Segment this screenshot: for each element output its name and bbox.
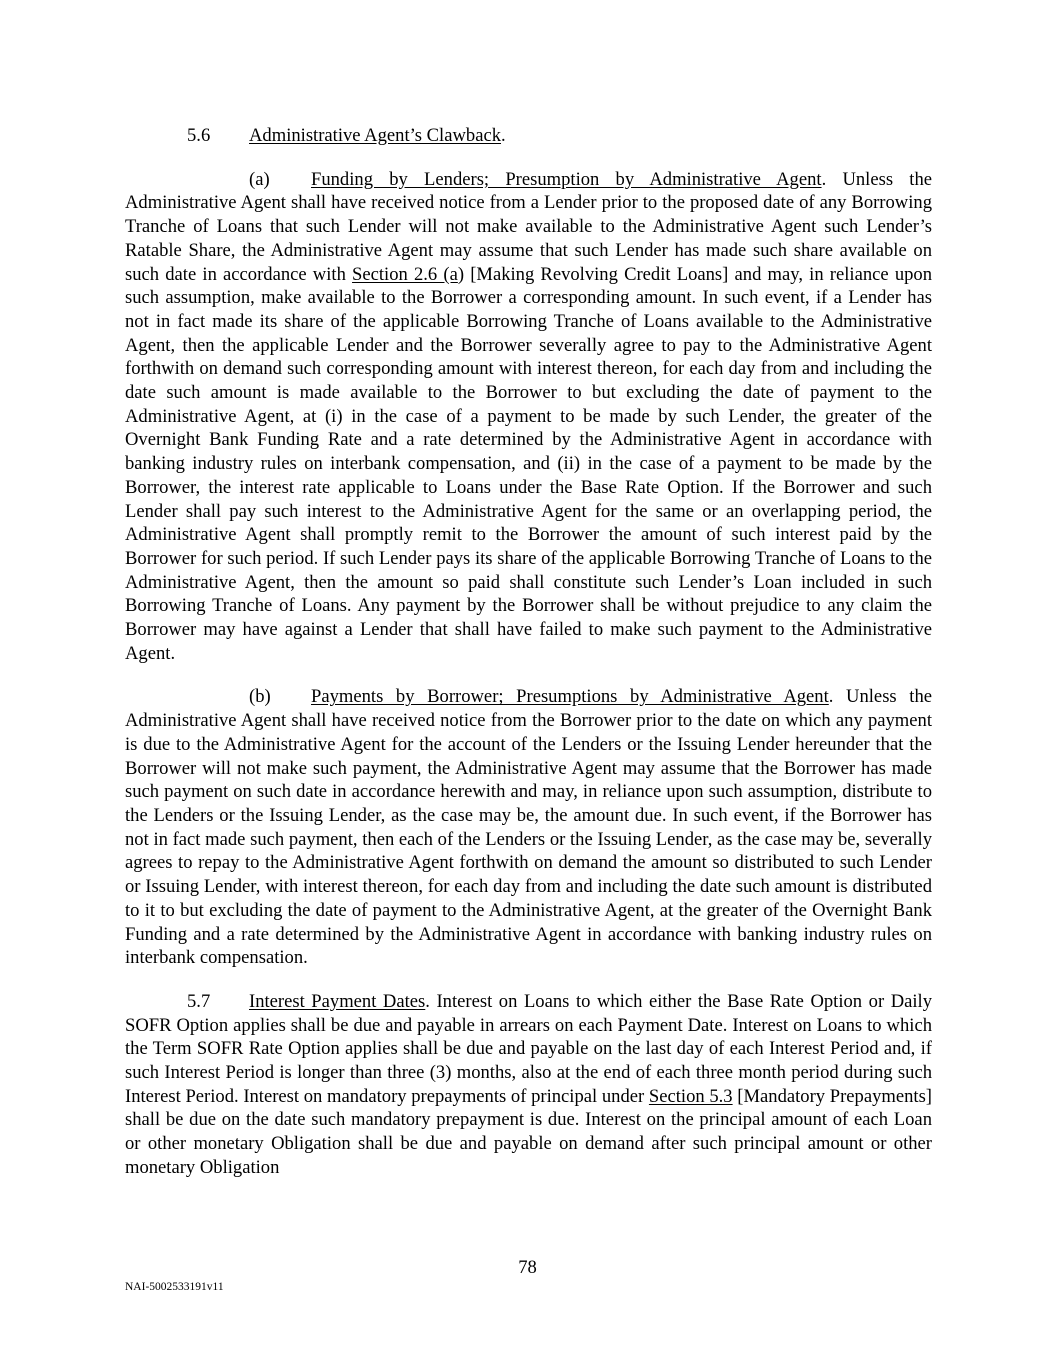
paragraph-text: ) [Making Revolving Credit Loans] and may, in reliance upon such assumption, make available to the Borrower a corresponding amount. In such event, if a Lender has not in fact made its share of the applicable Borrowing Tranche of Loans available to the Administrative Agent, then the applicable Lender and the Borrower severally agree to pay to the Administrative Agent forthwith on demand such corresponding amount with interest thereon, for each day from and including the date such amount is made available to the Borrower to but excluding the date of payment to the Administrative Agent, at (i) in the case of a payment to be made by such Lender, the greater of the Overnight Bank Funding Rate and a rate determined by the Administrative Agent in accordance with banking industry rules on interbank compensation, and (ii) in the case of a payment to be made by the Borrower, the interest rate applicable to Loans under the Base Rate Option. If the Borrower and such Lender shall pay such interest to the Administrative Agent for the same or an overlapping period, the Administrative Agent shall promptly remit to the Borrower the amount of such interest paid by the Borrower for such period. If such Lender pays its share of the applicable Borrowing Tranche of Loans to the Administrative Agent, then the amount so paid shall constitute such Lender’s Loan included in such Borrowing Tranche of Loans. Any payment by the Borrower shall be without prejudice to any claim the Borrower may have against a Lender that shall have failed to make such payment to the Administrative Agent.: [125, 263, 933, 664]
paragraph-b: [125, 685, 932, 969]
paragraph-text: . Unless the Administrative Agent shall have received notice from a Lender prior to the proposed date of any Borrowing Tranche of Loans that such Lender will not make available to the Administrative Agent such Lender’s Ratable Share, the Administrative Agent may assume that such Lender has made such share available on such date in accordance with: [125, 168, 933, 285]
paragraph-text: [Mandatory Prepayments] shall be due on the date such mandatory prepayment is due. Interest on the principal amount of each Loan or other monetary Obligation shall be due and payable on demand after such principal amount or other monetary Obligation: [125, 1085, 932, 1178]
cross-reference: Section 2.6 (a: [352, 263, 458, 285]
section-title: Administrative Agent’s Clawback: [249, 125, 502, 146]
paragraph-text: . Interest on Loans to which either the Base Rate Option or Daily SOFR Option applies shall be due and payable in arrears on each Payment Date. Interest on Loans to which the Term SOFR Rate Option applies shall be due and payable on the last day of each Interest Period and, if such Interest Period is longer than three (3) months, also at the end of each three month period during such Interest Period. Interest on mandatory prepayments of principal under: [125, 990, 932, 1107]
section-number: 5.6: [187, 125, 211, 146]
page-number: 78: [518, 1257, 537, 1278]
document-id: NAI-5002533191v11: [125, 1281, 224, 1293]
document-body: [125, 124, 932, 1200]
section-number: 5.7: [187, 990, 211, 1012]
section-5-6-heading: [125, 124, 932, 148]
paragraph-heading: Funding by Lenders; Presumption by Administrative Agent: [311, 168, 822, 190]
section-title: Interest Payment Dates: [249, 990, 426, 1012]
section-5-7: [125, 990, 932, 1180]
section-title-period: .: [501, 125, 506, 146]
paragraph-heading: Payments by Borrower; Presumptions by Administrative Agent: [311, 686, 829, 708]
paragraph-label: (a): [249, 168, 270, 190]
cross-reference: Section 5.3: [648, 1085, 733, 1107]
paragraph-a: [125, 168, 932, 666]
paragraph-text: . Unless the Administrative Agent shall have received notice from the Borrower prior to the date on which any payment is due to the Administrative Agent for the account of the Lenders or the Issuing Lender hereunder that the Borrower will not make such payment, the Administrative Agent may assume that the Borrower has made such payment on such date in accordance herewith and may, in reliance upon such assumption, distribute to the Lenders or the Issuing Lender, as the case may be, the amount due. In such event, if the Borrower has not in fact made such payment, then each of the Lenders or the Issuing Lender, as the case may be, severally agrees to repay to the Administrative Agent forthwith on demand the amount so distributed to such Lender or Issuing Lender, with interest thereon, for each day from and including the date such amount is distributed to it to but excluding the date of payment to the Administrative Agent, at the greater of the Overnight Bank Funding and a rate determined by the Administrative Agent in accordance with banking industry rules on interbank compensation.: [125, 686, 932, 969]
paragraph-label: (b): [249, 686, 271, 708]
